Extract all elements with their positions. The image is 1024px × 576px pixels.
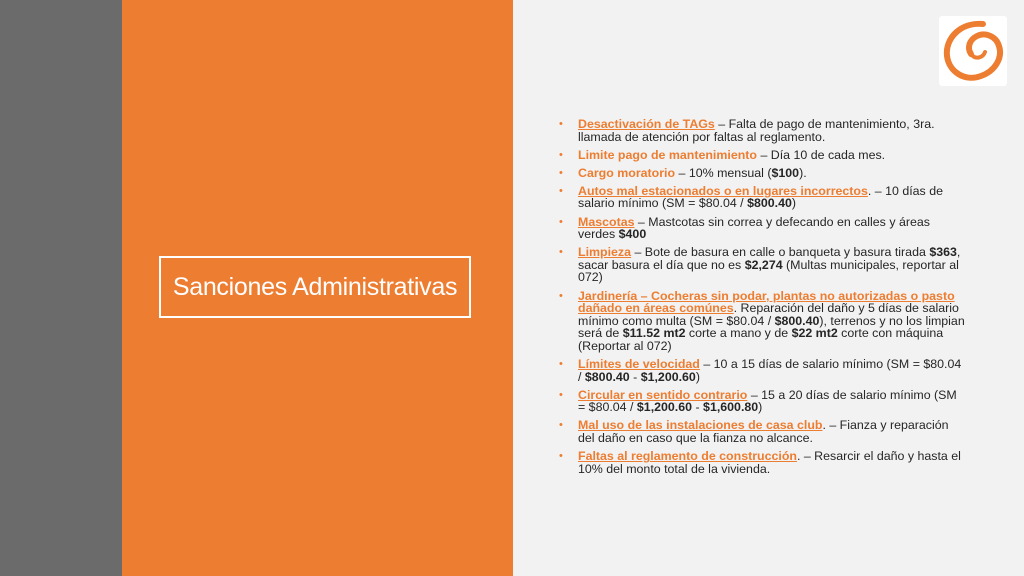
list-item <box>558 389 966 414</box>
item-text: – Mastcotas sin correa y defecando en calles y áreas verdes <box>578 214 930 242</box>
item-lead: Autos mal estacionados o en lugares incorrectos <box>578 183 868 198</box>
item-amount: $11.52 mt2 <box>622 326 686 341</box>
item-text: – Día 10 de cada mes. <box>757 147 886 162</box>
bullet-icon: • <box>559 118 563 130</box>
item-lead: Mal uso de las instalaciones de casa club <box>578 418 823 433</box>
item-amount: $22 mt2 <box>791 326 838 341</box>
item-amount: $800.40 <box>584 369 630 384</box>
item-text: - <box>629 369 641 384</box>
item-text: – Bote de basura en calle o banqueta y basura tirada <box>631 245 930 260</box>
item-lead: Faltas al reglamento de construcción <box>578 449 797 464</box>
list-item <box>558 216 966 241</box>
list-item <box>558 419 966 444</box>
bullet-icon: • <box>559 358 563 370</box>
bullet-icon: • <box>559 246 563 259</box>
item-text: . – 10 días de salario mínimo (SM = $80.04 / <box>578 183 943 211</box>
item-text: ). <box>799 165 807 180</box>
list-item <box>558 246 966 284</box>
orange-swirl-logo-icon <box>939 16 1007 86</box>
bullet-icon: • <box>559 166 563 179</box>
item-amount: $2,274 <box>744 257 783 272</box>
item-amount: $400 <box>618 227 647 242</box>
rules-content <box>558 118 966 481</box>
slide-title: Sanciones Administrativas <box>172 272 458 301</box>
item-text: corte a mano y de <box>685 326 792 341</box>
sanctions-list <box>558 118 966 475</box>
bullet-icon: • <box>559 215 563 228</box>
list-item <box>558 118 966 143</box>
item-lead: Limpieza <box>578 245 632 260</box>
left-gray-band <box>0 0 122 576</box>
bullet-icon: • <box>559 450 563 463</box>
item-amount: $1,600.80 <box>703 400 759 415</box>
item-text: – 15 a 20 días de salario mínimo (SM = $80.04 / <box>578 387 957 415</box>
list-item <box>558 290 966 353</box>
item-amount: $800.40 <box>747 196 792 211</box>
item-text: ) <box>758 400 763 415</box>
item-lead: Mascotas <box>578 214 635 229</box>
item-amount: $363 <box>929 245 957 260</box>
item-text: , sacar basura el día que no es <box>578 245 961 272</box>
bullet-icon: • <box>559 184 563 197</box>
bullet-icon: • <box>559 148 563 161</box>
list-item <box>558 167 966 180</box>
bullet-icon: • <box>559 419 563 432</box>
title-box <box>159 256 471 318</box>
item-lead: Jardinería – Cocheras sin podar, plantas no autorizadas o pasto dañado en áreas comúnes <box>578 288 955 316</box>
item-lead: Límites de velocidad <box>578 357 700 371</box>
item-text: . – Fianza y reparación del daño en caso que la fianza no alcance. <box>578 418 949 445</box>
item-text: ), terrenos y no los limpian será de <box>578 313 965 341</box>
item-text: – 10 a 15 días de salario mínimo (SM = $80.04 / <box>578 357 962 384</box>
bullet-icon: • <box>559 289 563 302</box>
item-text: ) <box>791 196 797 211</box>
item-amount: $800.40 <box>774 313 820 328</box>
item-text: ) <box>695 369 700 384</box>
item-amount: $1,200.60 <box>636 400 693 415</box>
item-amount: $1,200.60 <box>640 369 696 384</box>
item-amount: $100 <box>771 165 800 180</box>
item-lead: Desactivación de TAGs <box>578 117 715 131</box>
item-lead: Cargo moratorio <box>578 165 676 180</box>
item-text: corte con máquina (Reportar al 072) <box>578 326 944 353</box>
item-text: – 10% mensual ( <box>675 165 772 180</box>
bullet-icon: • <box>559 388 563 401</box>
item-text: - <box>692 400 704 415</box>
item-lead: Limite pago de mantenimiento <box>578 147 757 162</box>
list-item <box>558 358 966 383</box>
item-text: – Falta de pago de mantenimiento, 3ra. llamada de atención por faltas al reglamento. <box>578 117 935 144</box>
list-item <box>558 450 966 475</box>
item-lead: Circular en sentido contrario <box>578 387 748 402</box>
item-text: . Reparación del daño y 5 días de salario mínimo como multa (SM = $80.04 / <box>578 301 959 328</box>
list-item <box>558 149 966 162</box>
item-text: (Multas municipales, reportar al 072) <box>578 257 959 285</box>
item-text: . – Resarcir el daño y hasta el 10% del monto total de la vivienda. <box>578 449 961 476</box>
list-item <box>558 185 966 210</box>
